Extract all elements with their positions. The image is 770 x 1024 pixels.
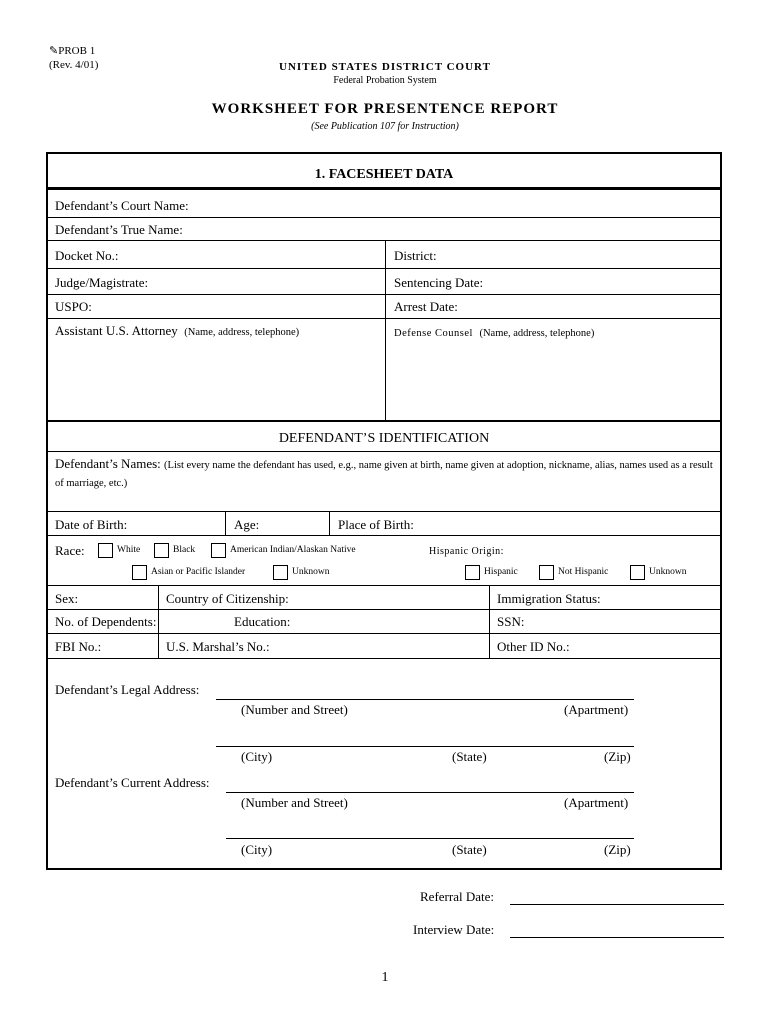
divider (48, 511, 720, 512)
street-label: (Number and Street) (241, 795, 348, 810)
fbi-field[interactable]: FBI No.: (55, 639, 102, 654)
immigration-field[interactable]: Immigration Status: (497, 591, 601, 606)
arrest-date-field[interactable]: Arrest Date: (394, 299, 458, 314)
race-unknown-checkbox[interactable] (273, 565, 288, 580)
divider (158, 585, 159, 659)
hispanic-option-label: Not Hispanic (558, 567, 609, 577)
other-id-field[interactable]: Other ID No.: (497, 639, 570, 654)
facesheet-box (46, 152, 722, 870)
race-american-indian-checkbox[interactable] (211, 543, 226, 558)
zip-label: (Zip) (604, 842, 631, 857)
current-address-label: Defendant’s Current Address: (55, 775, 210, 790)
divider (48, 240, 720, 241)
pob-field[interactable]: Place of Birth: (338, 517, 414, 532)
hispanic-option-label: Unknown (649, 567, 687, 577)
race-white-checkbox[interactable] (98, 543, 113, 558)
sentencing-date-field[interactable]: Sentencing Date: (394, 275, 484, 290)
true-name-field[interactable]: Defendant’s True Name: (55, 222, 183, 237)
divider (48, 420, 720, 422)
divider (489, 585, 490, 659)
ssn-field[interactable]: SSN: (497, 614, 525, 629)
dob-field[interactable]: Date of Birth: (55, 517, 128, 532)
divider (48, 609, 720, 610)
divider (48, 318, 720, 319)
divider (48, 187, 720, 190)
interview-date-line[interactable] (510, 937, 724, 938)
court-name-field[interactable]: Defendant’s Court Name: (55, 198, 189, 213)
race-asian-checkbox[interactable] (132, 565, 147, 580)
race-option-label: Black (173, 545, 196, 555)
uspo-field[interactable]: USPO: (55, 299, 92, 314)
race-option-label: White (117, 545, 141, 555)
names-field[interactable]: Defendant’s Names: (List every name the defendant has used, e.g., name given at birth, name given at adoption, nickname, alias, names used as a result of marriage, etc.) (55, 456, 713, 489)
section-title: 1. FACESHEET DATA (314, 167, 454, 182)
interview-date-label: Interview Date: (413, 922, 495, 937)
apartment-label: (Apartment) (564, 795, 629, 810)
divider (48, 633, 720, 634)
city-label: (City) (241, 749, 273, 764)
zip-label: (Zip) (604, 749, 631, 764)
race-label: Race: (55, 543, 85, 558)
legal-city-line[interactable] (216, 746, 634, 747)
sex-field[interactable]: Sex: (55, 591, 79, 606)
state-label: (State) (452, 842, 487, 857)
defense-counsel-field[interactable]: Defense Counsel (Name, address, telephone) (394, 328, 595, 339)
hispanic-option-label: Hispanic (484, 567, 518, 577)
legal-street-line[interactable] (216, 699, 634, 700)
divider (329, 511, 330, 535)
docket-field[interactable]: Docket No.: (55, 248, 119, 263)
page-number: 1 (381, 970, 389, 985)
divider (48, 294, 720, 295)
referral-date-label: Referral Date: (420, 889, 494, 904)
divider (225, 511, 226, 535)
hispanic-checkbox[interactable] (465, 565, 480, 580)
apartment-label: (Apartment) (564, 702, 629, 717)
divider (48, 217, 720, 218)
district-field[interactable]: District: (394, 248, 437, 263)
divider (385, 240, 386, 420)
pencil-icon: ✎ (49, 45, 59, 57)
divider (48, 268, 720, 269)
system-name: Federal Probation System (333, 75, 437, 86)
education-field[interactable]: Education: (234, 614, 291, 629)
form-id: ✎PROB 1 (49, 45, 96, 57)
hispanic-unknown-checkbox[interactable] (630, 565, 645, 580)
identification-title: DEFENDANT’S IDENTIFICATION (278, 431, 490, 446)
dependents-field[interactable]: No. of Dependents: (55, 614, 157, 629)
race-option-label: Unknown (292, 567, 330, 577)
state-label: (State) (452, 749, 487, 764)
marshal-field[interactable]: U.S. Marshal’s No.: (166, 639, 270, 654)
current-street-line[interactable] (226, 792, 634, 793)
hispanic-origin-label: Hispanic Origin: (429, 546, 504, 557)
page-subtitle: (See Publication 107 for Instruction) (311, 121, 459, 132)
not-hispanic-checkbox[interactable] (539, 565, 554, 580)
page-title: WORKSHEET FOR PRESENTENCE REPORT (211, 101, 559, 117)
divider (48, 585, 720, 586)
citizenship-field[interactable]: Country of Citizenship: (166, 591, 289, 606)
divider (48, 658, 720, 659)
ausa-field[interactable]: Assistant U.S. Attorney (Name, address, telephone) (55, 323, 300, 338)
street-label: (Number and Street) (241, 702, 348, 717)
court-name: UNITED STATES DISTRICT COURT (279, 61, 491, 73)
referral-date-line[interactable] (510, 904, 724, 905)
race-option-label: Asian or Pacific Islander (151, 567, 246, 577)
form-revision: (Rev. 4/01) (49, 59, 99, 71)
divider (48, 451, 720, 452)
race-option-label: American Indian/Alaskan Native (230, 545, 356, 555)
age-field[interactable]: Age: (234, 517, 260, 532)
race-black-checkbox[interactable] (154, 543, 169, 558)
judge-field[interactable]: Judge/Magistrate: (55, 275, 149, 290)
current-city-line[interactable] (226, 838, 634, 839)
divider (48, 535, 720, 536)
city-label: (City) (241, 842, 273, 857)
legal-address-label: Defendant’s Legal Address: (55, 682, 200, 697)
